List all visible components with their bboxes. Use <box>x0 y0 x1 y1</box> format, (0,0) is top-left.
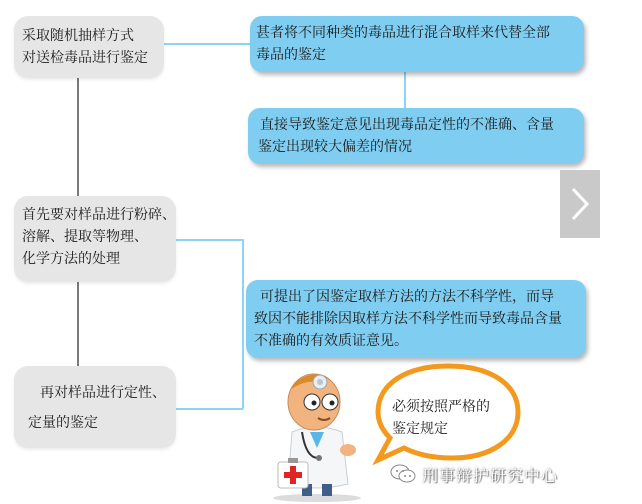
step-1-line-2: 对送检毒品进行鉴定 <box>22 50 148 66</box>
doctor-illustration <box>262 366 372 502</box>
bubble-line-1: 必须按照严格的 <box>392 399 490 415</box>
note-box-3 <box>246 280 586 358</box>
step-box-2 <box>14 196 176 282</box>
connector-vertical-to-note3 <box>242 239 244 409</box>
step-3-line-2: 定量的鉴定 <box>28 415 98 431</box>
step-2-line-1: 首先要对样品进行粉碎、 <box>22 207 176 223</box>
next-slide-button[interactable] <box>560 170 600 238</box>
step-box-3 <box>14 366 176 448</box>
wechat-icon <box>390 464 416 484</box>
connector-step2-horizontal <box>176 239 243 241</box>
note-3-line-1: 可提出了因鉴定取样方法的方法不科学性，而导 <box>260 289 554 305</box>
note-2-line-2: 鉴定出现较大偏差的情况 <box>258 139 412 155</box>
note-3-line-3: 不准确的有效质证意见。 <box>254 333 408 349</box>
watermark-text: 刑事辩护研究中心 <box>422 465 559 485</box>
step-2-line-3: 化学方法的处理 <box>22 251 120 267</box>
step-3-line-1: 再对样品进行定性、 <box>40 385 166 401</box>
step-1-line-1: 采取随机抽样方式 <box>22 28 134 44</box>
bubble-line-2: 鉴定规定 <box>392 421 448 437</box>
note-box-2 <box>248 108 584 164</box>
note-3-line-2: 致因不能排除因取样方法不科学性而导致毒品含量 <box>254 311 562 327</box>
connector-note1-note2 <box>404 72 406 108</box>
step-2-line-2: 溶解、提取等物理、 <box>22 229 148 245</box>
note-box-1 <box>250 16 584 72</box>
connector-step2-step3 <box>77 282 79 366</box>
note-1-line-1: 甚者将不同种类的毒品进行混合取样来代替全部 <box>256 25 550 41</box>
chevron-right-icon <box>569 186 591 222</box>
watermark <box>390 462 558 486</box>
note-1-line-2: 毒品的鉴定 <box>256 47 326 63</box>
connector-step3-horizontal <box>176 408 243 410</box>
connector-step1-step2 <box>77 78 79 196</box>
bubble-text <box>392 396 512 440</box>
step-box-1 <box>14 16 164 78</box>
connector-step1-note1 <box>164 43 250 45</box>
note-2-line-1: 直接导致鉴定意见出现毒品定性的不准确、含量 <box>260 117 554 133</box>
